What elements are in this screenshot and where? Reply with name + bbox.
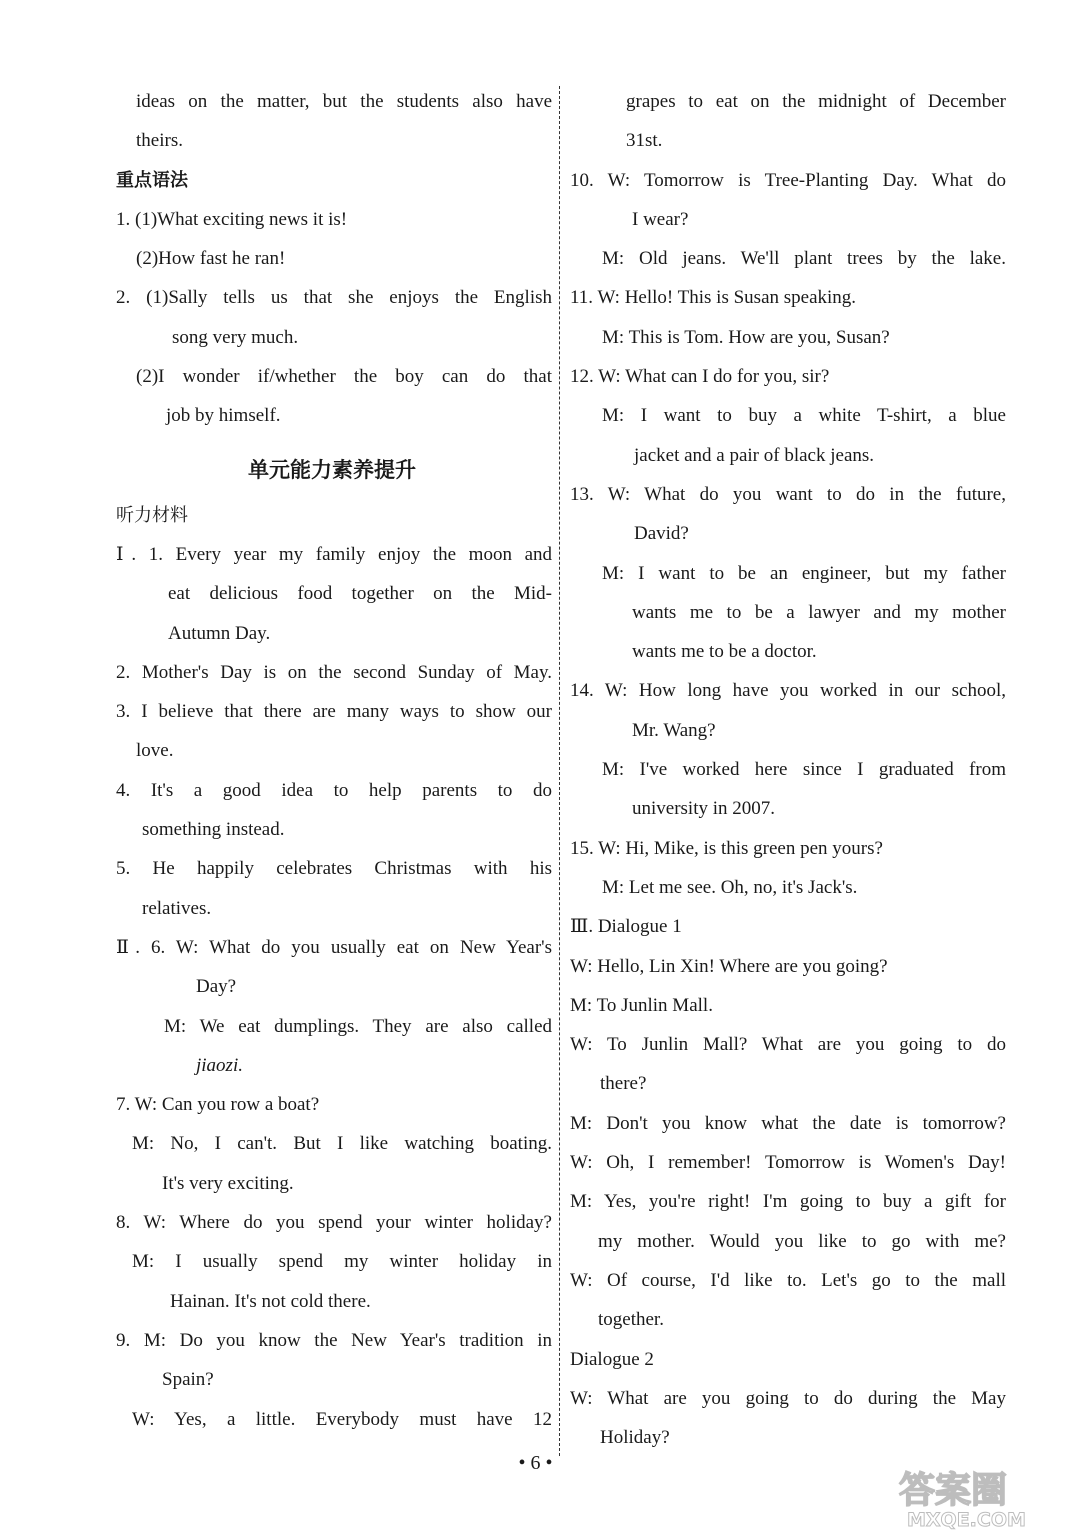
left-text-line: theirs. <box>136 130 183 152</box>
right-text-line: M: Let me see. Oh, no, it's Jack's. <box>602 876 858 898</box>
left-text-line: (2)I wonder if/whether the boy can do that <box>136 366 552 388</box>
subsection-heading: 听力材料 <box>116 504 188 526</box>
right-text-line: M: I want to buy a white T-shirt, a blue <box>602 405 1006 427</box>
right-text-line: wants me to be a doctor. <box>632 641 817 663</box>
left-text-line: M: I usually spend my winter holiday in <box>132 1251 552 1273</box>
right-text-line: Dialogue 2 <box>570 1348 654 1370</box>
left-text-line: 4. It's a good idea to help parents to do <box>116 779 552 801</box>
left-text-line: Ⅰ. 1. Every year my family enjoy the moon and <box>116 543 552 565</box>
right-text-line: there? <box>600 1073 647 1095</box>
left-text-line: 2. (1)Sally tells us that she enjoys the English <box>116 287 552 309</box>
right-text-line: W: Oh, I remember! Tomorrow is Women's Day! <box>570 1152 1006 1174</box>
right-text-line: I wear? <box>632 208 689 230</box>
right-text-line: together. <box>598 1309 664 1331</box>
left-text-line: Autumn Day. <box>168 622 271 644</box>
left-text-line: 3. I believe that there are many ways to show our <box>116 701 552 723</box>
left-text-line: It's very exciting. <box>162 1172 294 1194</box>
column-divider <box>559 86 560 1456</box>
right-text-line: M: This is Tom. How are you, Susan? <box>602 326 890 348</box>
right-text-line: Mr. Wang? <box>632 719 716 741</box>
page-number: • 6 • <box>518 1452 553 1474</box>
left-text-line: ideas on the matter, but the students also have <box>136 91 552 112</box>
right-text-line: grapes to eat on the midnight of December <box>626 91 1006 112</box>
right-text-line: 13. W: What do you want to do in the future, <box>570 483 1006 505</box>
left-text-line: something instead. <box>142 819 285 841</box>
left-text-line: song very much. <box>172 326 299 348</box>
left-text-line: Ⅱ. 6. W: What do you usually eat on New Year's <box>116 936 552 958</box>
watermark-main-text: 答案圈 <box>899 1470 1008 1511</box>
right-text-line: David? <box>634 523 689 545</box>
left-text-line: relatives. <box>142 897 212 919</box>
right-text-line: W: What are you going to do during the May <box>570 1387 1006 1409</box>
right-text-line: 11. W: Hello! This is Susan speaking. <box>570 287 857 309</box>
right-text-line: W: Hello, Lin Xin! Where are you going? <box>570 955 888 977</box>
left-text-line: M: We eat dumplings. They are also called <box>164 1015 552 1037</box>
right-text-line: my mother. Would you like to go with me? <box>598 1230 1006 1252</box>
right-text-line: jacket and a pair of black jeans. <box>634 444 875 466</box>
section-title: 单元能力素养提升 <box>248 457 416 482</box>
right-text-line: M: Yes, you're right! I'm going to buy a gift for <box>570 1191 1006 1213</box>
left-text-line: Spain? <box>162 1369 214 1391</box>
right-text-line: wants me to be a lawyer and my mother <box>632 601 1006 623</box>
left-text-line: 1. (1)What exciting news it is! <box>116 208 348 230</box>
left-text-line: M: No, I can't. But I like watching boating. <box>132 1133 552 1155</box>
right-text-line: 10. W: Tomorrow is Tree-Planting Day. What do <box>570 169 1006 191</box>
right-text-line: 12. W: What can I do for you, sir? <box>570 366 830 388</box>
left-text-line: 9. M: Do you know the New Year's tradition in <box>116 1329 552 1351</box>
right-text-line: M: To Junlin Mall. <box>570 994 713 1016</box>
left-text-line: Day? <box>196 976 237 998</box>
left-text-line: W: Yes, a little. Everybody must have 12 <box>132 1408 552 1430</box>
section-heading: 重点语法 <box>116 169 188 191</box>
right-text-line: W: To Junlin Mall? What are you going to do <box>570 1034 1006 1056</box>
left-text-line: Hainan. It's not cold there. <box>170 1290 371 1312</box>
right-text-line: M: I want to be an engineer, but my father <box>602 562 1006 584</box>
left-text-line: job by himself. <box>166 405 281 427</box>
right-text-line: W: Of course, I'd like to. Let's go to the mall <box>570 1269 1006 1291</box>
right-text-line: Holiday? <box>600 1427 670 1449</box>
left-text-line: eat delicious food together on the Mid- <box>168 583 552 605</box>
left-text-line: 2. Mother's Day is on the second Sunday of May. <box>116 661 552 683</box>
right-column <box>566 82 1006 1457</box>
right-text-line: university in 2007. <box>632 798 776 820</box>
right-text-line: Ⅲ. Dialogue 1 <box>570 916 682 938</box>
watermark-logo <box>893 1468 1063 1530</box>
left-text-line: (2)How fast he ran! <box>136 248 286 270</box>
left-column <box>112 82 552 1439</box>
right-text-line: M: I've worked here since I graduated from <box>602 759 1006 781</box>
left-text-line: love. <box>136 740 174 762</box>
left-text-line: jiaozi. <box>196 1054 243 1076</box>
left-text-line: 5. He happily celebrates Christmas with his <box>116 858 552 880</box>
right-text-line: M: Don't you know what the date is tomorrow? <box>570 1112 1006 1134</box>
left-text-line: 8. W: Where do you spend your winter holiday? <box>116 1212 552 1234</box>
left-text-line: 7. W: Can you row a boat? <box>116 1094 320 1116</box>
right-text-line: 15. W: Hi, Mike, is this green pen yours? <box>570 837 883 859</box>
right-text-line: 31st. <box>626 130 663 152</box>
watermark-sub-text: MXQE.COM <box>907 1509 1026 1530</box>
right-text-line: M: Old jeans. We'll plant trees by the lake. <box>602 248 1006 270</box>
right-text-line: 14. W: How long have you worked in our school, <box>570 680 1006 702</box>
